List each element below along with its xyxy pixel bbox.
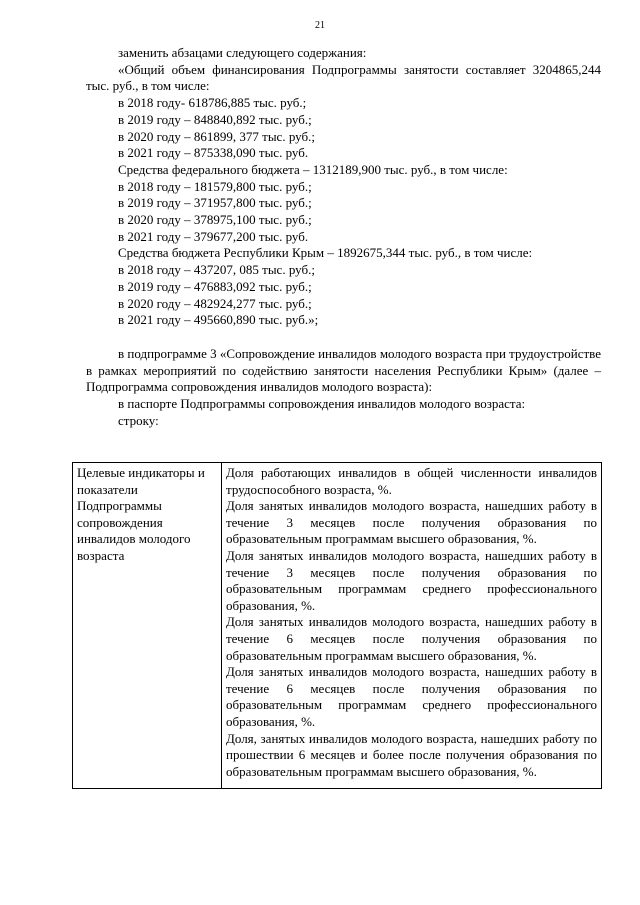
row-line: строку:	[118, 412, 159, 428]
federal-2019: в 2019 году – 371957,800 тыс. руб.;	[118, 195, 312, 211]
indicator-item: Доля занятых инвалидов молодого возраста, нашедших работу в течение 3 месяцев после получения образования по образовательным программам среднего профессионального образования, %.	[226, 547, 597, 613]
federal-funding-line: Средства федерального бюджета – 1312189,900 тыс. руб., в том числе:	[118, 161, 508, 177]
federal-2021: в 2021 году – 379677,200 тыс. руб.	[118, 228, 309, 244]
page-number: 21	[315, 20, 325, 31]
federal-2018: в 2018 году – 181579,800 тыс. руб.;	[118, 178, 312, 194]
subprogram-paragraph: в подпрограмме 3 «Сопровождение инвалидов молодого возраста при трудоустройстве в рамках мероприятий по содействию занятости населения Республики Крым» (далее – Подпрограмма сопровождения инвалидов молодого возраста):	[86, 345, 601, 395]
replace-line: заменить абзацами следующего содержания:	[118, 45, 367, 60]
indicator-item: Доля работающих инвалидов в общей численности инвалидов трудоспособного возраста, %.	[226, 465, 597, 497]
indicator-item: Доля занятых инвалидов молодого возраста, нашедших работу в течение 6 месяцев после получения образования по образовательным программам высшего образования, %.	[226, 614, 597, 663]
table-row	[73, 463, 602, 789]
total-funding-paragraph: «Общий объем финансирования Подпрограммы занятости составляет 3204865,244 тыс. руб., в том числе:	[86, 61, 601, 94]
crimea-2020: в 2020 году – 482924,277 тыс. руб.;	[118, 295, 312, 311]
indicator-values-cell	[222, 463, 602, 789]
crimea-2021: в 2021 году – 495660,890 тыс. руб.»;	[118, 312, 319, 328]
indicator-item: Доля занятых инвалидов молодого возраста, нашедших работу в течение 3 месяцев после получения образования по образовательным программам высшего образования, %.	[226, 498, 597, 547]
passport-line: в паспорте Подпрограммы сопровождения инвалидов молодого возраста:	[118, 396, 526, 412]
indicator-item: Доля занятых инвалидов молодого возраста, нашедших работу в течение 6 месяцев после получения образования по образовательным программам среднего профессионального образования, %.	[226, 664, 597, 729]
crimea-2019: в 2019 году – 476883,092 тыс. руб.;	[118, 278, 312, 294]
indicator-item: Доля, занятых инвалидов молодого возраста, нашедших работу по прошествии 6 месяцев и более после получения образования по образовательным программам высшего образования, %.	[226, 730, 597, 779]
crimea-funding-line: Средства бюджета Республики Крым – 1892675,344 тыс. руб., в том числе:	[118, 245, 533, 261]
total-2019: в 2019 году – 848840,892 тыс. руб.;	[118, 111, 312, 127]
total-2020: в 2020 году – 861899, 377 тыс. руб.;	[118, 128, 315, 144]
total-2021: в 2021 году – 875338,090 тыс. руб.	[118, 145, 309, 161]
total-2018: в 2018 году- 618786,885 тыс. руб.;	[118, 95, 307, 111]
indicator-label-cell: Целевые индикаторы и показатели Подпрограммы сопровождения инвалидов молодого возраста	[73, 463, 222, 789]
passport-table	[72, 462, 602, 789]
document-body	[86, 45, 601, 429]
crimea-2018: в 2018 году – 437207, 085 тыс. руб.;	[118, 262, 315, 278]
federal-2020: в 2020 году – 378975,100 тыс. руб.;	[118, 212, 312, 228]
